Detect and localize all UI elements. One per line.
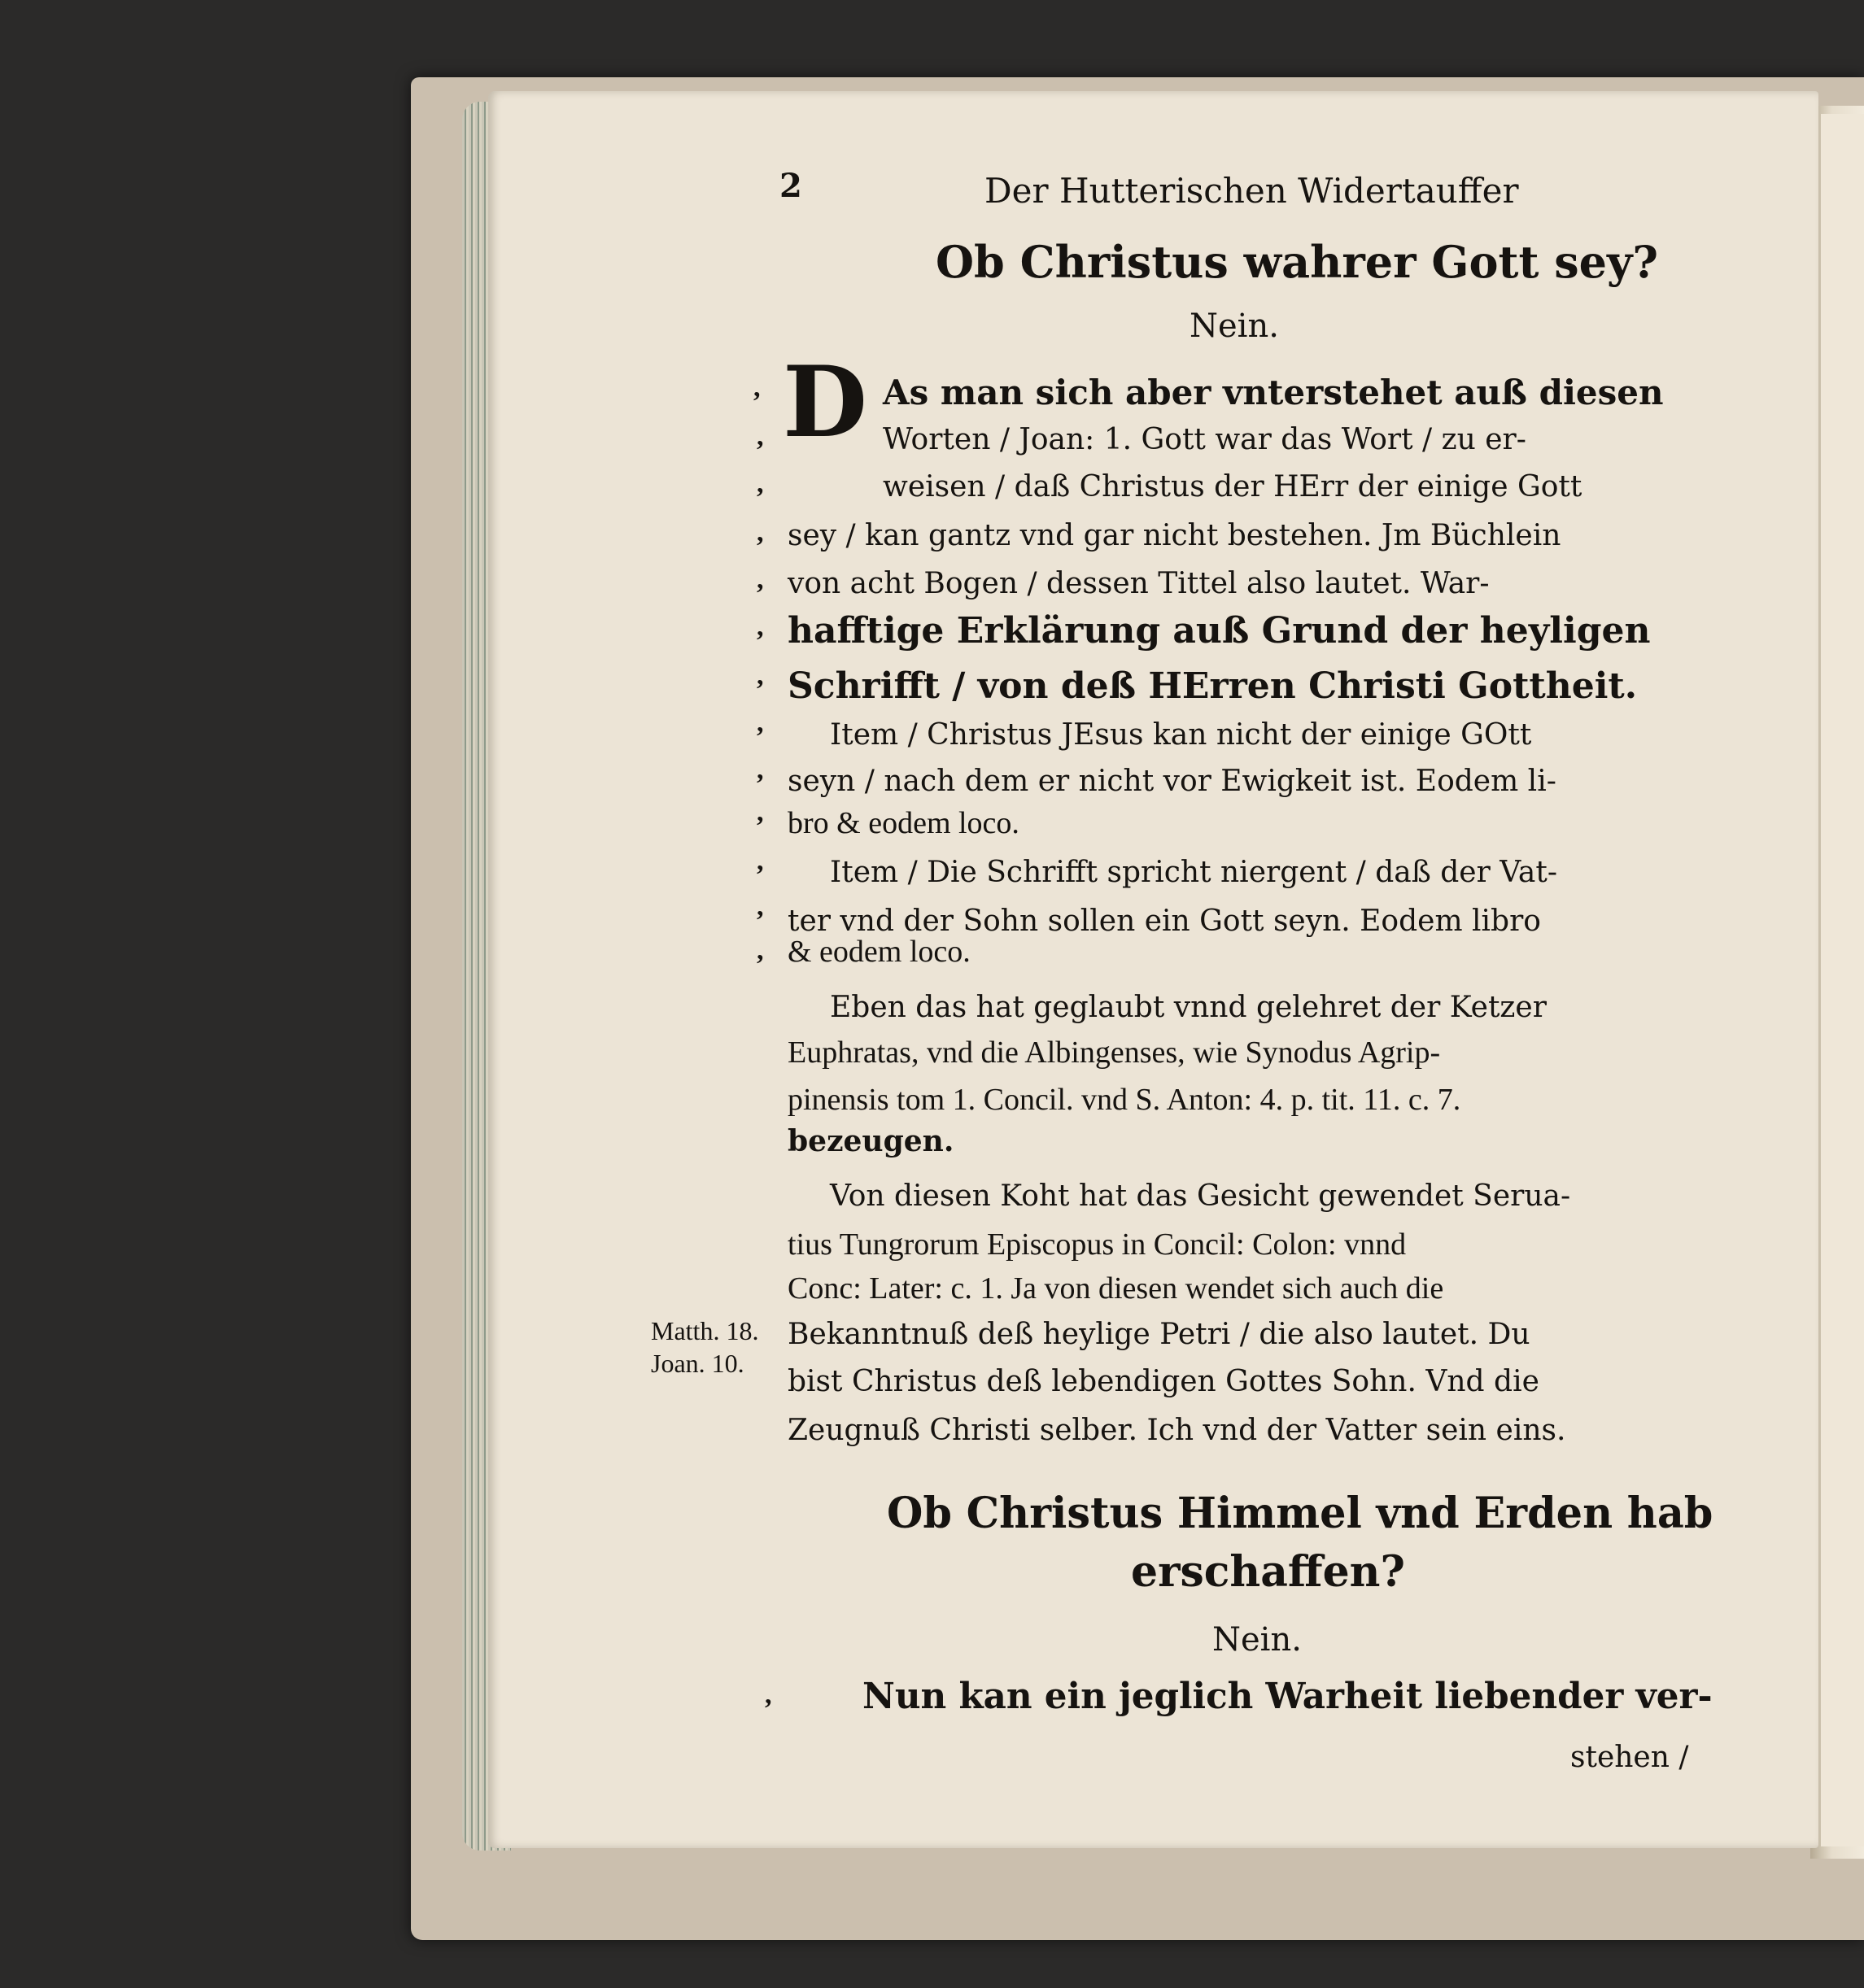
quote-mark: , <box>757 846 764 876</box>
quote-mark: , <box>757 660 764 691</box>
quote-mark: , <box>757 421 764 451</box>
text-line: Eben das hat geglaubt vnnd gelehret der Ketzer <box>830 991 1547 1024</box>
quote-mark: , <box>757 935 764 966</box>
text-line: Bekanntnuß deß heylige Petri / die also lautet. Du <box>788 1318 1530 1351</box>
facing-page <box>1821 114 1864 1846</box>
quote-mark: , <box>757 517 764 547</box>
text-line: bezeugen. <box>788 1124 954 1158</box>
section-answer: Nein. <box>1190 307 1279 345</box>
margin-note: Joan. 10. <box>651 1349 744 1378</box>
text-line: bro & eodem loco. <box>788 806 1019 840</box>
quote-mark: , <box>757 755 764 785</box>
section-answer: Nein. <box>1212 1621 1302 1659</box>
text-line: seyn / nach dem er nicht vor Ewigkeit ist. Eodem li- <box>788 765 1556 798</box>
quote-mark: , <box>757 892 764 922</box>
drop-initial: D <box>783 345 868 460</box>
text-line: pinensis tom 1. Concil. vnd S. Anton: 4. p. tit. 11. c. 7. <box>788 1083 1461 1117</box>
text-line: weisen / daß Christus der HErr der einige Gott <box>883 470 1582 504</box>
text-line: Item / Die Schrifft spricht niergent / daß der Vat- <box>830 856 1558 889</box>
text-line: Euphratas, vnd die Albingenses, wie Synodus Agrip- <box>788 1035 1441 1070</box>
text-line: ter vnd der Sohn sollen ein Gott seyn. Eodem libro <box>788 905 1541 938</box>
catchword: stehen / <box>1570 1741 1689 1774</box>
quote-mark: , <box>757 708 764 738</box>
quote-mark: , <box>757 469 764 499</box>
section-heading: Ob Christus wahrer Gott sey? <box>936 236 1658 288</box>
text-line: Item / Christus JEsus kan nicht der einige GOtt <box>830 718 1532 752</box>
text-line: Schrifft / von deß HErren Christi Gottheit. <box>788 665 1638 707</box>
text-line: & eodem loco. <box>788 935 971 969</box>
text-line: von acht Bogen / dessen Tittel also lautet. War- <box>788 567 1490 600</box>
margin-note: Matth. 18. <box>651 1316 759 1345</box>
text-line: As man sich aber vnterstehet auß diesen <box>883 373 1664 412</box>
quote-mark: , <box>753 373 761 403</box>
page-number: 2 <box>779 167 802 205</box>
text-line: sey / kan gantz vnd gar nicht bestehen. Jm Büchlein <box>788 519 1561 552</box>
text-line: Worten / Joan: 1. Gott war das Wort / zu er- <box>883 423 1526 456</box>
quote-mark: , <box>757 612 764 642</box>
section-heading: erschaffen? <box>1131 1547 1405 1597</box>
quote-mark: , <box>757 565 764 595</box>
text-line: hafftige Erklärung auß Grund der heyligen <box>788 610 1651 652</box>
text-line: Zeugnuß Christi selber. Ich vnd der Vatter sein eins. <box>788 1414 1566 1447</box>
quote-mark: , <box>765 1680 772 1710</box>
running-title: Der Hutterischen Widertauffer <box>984 171 1519 211</box>
text-line: Nun kan ein jeglich Warheit liebender ver- <box>862 1676 1713 1717</box>
text-line: tius Tungrorum Episcopus in Concil: Colon: vnnd <box>788 1227 1407 1262</box>
text-line: Von diesen Koht hat das Gesicht gewendet Serua- <box>830 1179 1571 1213</box>
section-heading: Ob Christus Himmel vnd Erden hab <box>887 1489 1713 1538</box>
text-line: bist Christus deß lebendigen Gottes Sohn. Vnd die <box>788 1365 1539 1398</box>
quote-mark: , <box>757 797 764 827</box>
text-line: Conc: Later: c. 1. Ja von diesen wendet sich auch die <box>788 1271 1444 1306</box>
